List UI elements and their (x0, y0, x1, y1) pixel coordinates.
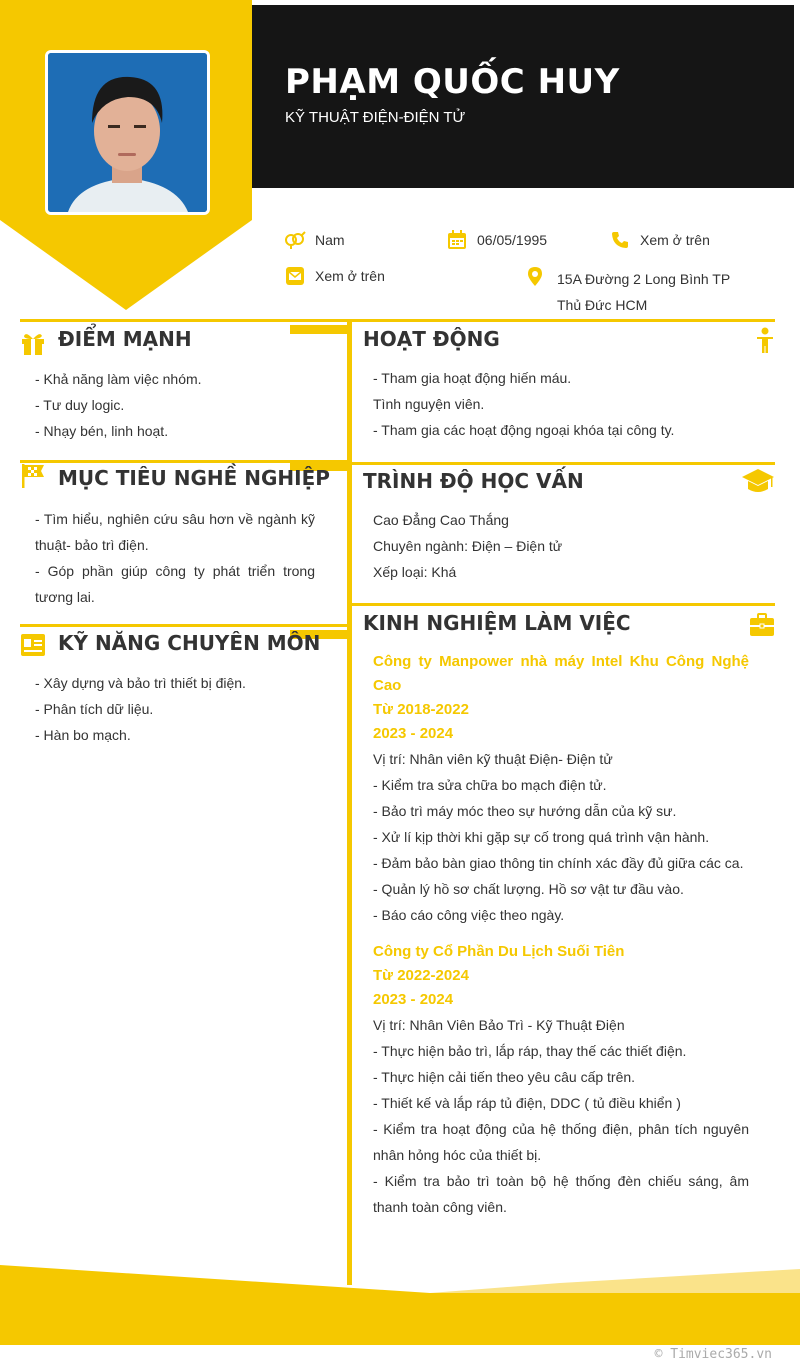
job-company: Công ty Cổ Phần Du Lịch Suối Tiên (373, 943, 625, 960)
phone-value: Xem ở trên (640, 232, 710, 248)
person-icon (752, 327, 778, 353)
list-item: - Xử lí kịp thời khi gặp sự cố trong quá trình vận hành. (373, 829, 710, 845)
right-divider-2 (352, 462, 775, 465)
list-item: Tình nguyện viên. (373, 396, 485, 412)
email-value: Xem ở trên (315, 268, 385, 284)
experience-title: KINH NGHIỆM LÀM VIỆC (363, 611, 631, 635)
list-item: - Xây dựng và bảo trì thiết bị điện. (35, 675, 246, 691)
experience-list (373, 650, 749, 1220)
email-icon (284, 266, 306, 286)
job-company: Công ty Manpower nhà máy Intel Khu Công Nghệ Cao (373, 653, 749, 694)
profile-photo (45, 50, 210, 215)
section-accent-bar (290, 325, 347, 334)
list-item: - Khả năng làm việc nhóm. (35, 371, 202, 387)
top-divider (20, 319, 775, 322)
list-item: - Quản lý hồ sơ chất lượng. Hồ sơ vật tư đầu vào. (373, 881, 684, 897)
list-item: - Tìm hiểu, nghiên cứu sâu hơn về ngành kỹ thuật- bảo trì điện. (35, 511, 315, 553)
list-item: - Góp phần giúp công ty phát triển trong tương lai. (35, 563, 315, 605)
list-item: - Tham gia các hoạt động ngoại khóa tại công ty. (373, 422, 675, 438)
header-chevron (0, 214, 252, 312)
address-line-2: Thủ Đức HCM (557, 297, 648, 313)
address-line-1: 15A Đường 2 Long Bình TP (557, 271, 731, 287)
candidate-name: PHẠM QUỐC HUY (285, 62, 620, 102)
briefcase-icon (749, 612, 775, 638)
job-years: 2023 - 2024 (373, 991, 454, 1008)
activities-title: HOẠT ĐỘNG (363, 327, 500, 351)
list-item: - Kiểm tra bảo trì toàn bộ hệ thống đèn chiếu sáng, âm thanh toàn công viên. (373, 1173, 749, 1215)
list-item: - Phân tích dữ liệu. (35, 701, 154, 717)
list-item: - Bảo trì máy móc theo sự hướng dẫn của kỹ sư. (373, 803, 677, 819)
contact-gender (284, 230, 345, 250)
calendar-icon (446, 230, 468, 250)
gift-icon (20, 329, 46, 355)
list-item: Chuyên ngành: Điện – Điện tử (373, 538, 563, 554)
list-item: - Nhạy bén, linh hoạt. (35, 423, 169, 439)
phone-icon (609, 230, 631, 250)
strengths-title: ĐIỂM MẠNH (58, 327, 192, 351)
list-item: - Hàn bo mạch. (35, 727, 131, 743)
gender-value: Nam (315, 232, 345, 248)
graduation-cap-icon (742, 467, 774, 495)
contact-birthday (446, 230, 547, 250)
list-item: - Đảm bảo bàn giao thông tin chính xác đầy đủ giữa các ca. (373, 855, 744, 871)
right-divider-3 (352, 603, 775, 606)
list-item: - Thực hiện cải tiến theo yêu câu cấp trên. (373, 1069, 636, 1085)
list-item: Vị trí: Nhân viên kỹ thuật Điện- Điện tử (373, 751, 613, 767)
watermark: © Timviec365.vn (654, 1347, 772, 1362)
column-divider-footer (347, 1265, 352, 1285)
contact-email (284, 266, 385, 286)
list-item: - Kiểm tra hoạt động của hệ thống điện, phân tích nguyên nhân hỏng hóc của thiết bị. (373, 1121, 749, 1163)
job-period: Từ 2018-2022 (373, 701, 469, 718)
left-divider-3 (20, 624, 347, 627)
list-item: Cao Đẳng Cao Thắng (373, 512, 509, 528)
list-item: - Báo cáo công việc theo ngày. (373, 907, 565, 923)
education-list (373, 507, 749, 585)
footer-band (0, 1265, 800, 1345)
contact-phone (609, 230, 710, 250)
contact-location (524, 266, 555, 286)
list-item: - Tư duy logic. (35, 397, 125, 413)
id-card-icon (20, 632, 46, 658)
job-years: 2023 - 2024 (373, 725, 454, 742)
skills-title: KỸ NĂNG CHUYÊN MÔN (58, 631, 321, 655)
address (557, 266, 757, 318)
list-item: - Tham gia hoạt động hiến máu. (373, 370, 572, 386)
goals-title: MỤC TIÊU NGHỀ NGHIỆP (58, 466, 330, 490)
gender-icon (284, 230, 306, 250)
job-entry (373, 650, 749, 928)
list-item: Vị trí: Nhân Viên Bảo Trì - Kỹ Thuật Điện (373, 1017, 625, 1033)
flag-icon (20, 463, 46, 489)
education-title: TRÌNH ĐỘ HỌC VẤN (363, 469, 584, 493)
goals-list (35, 506, 315, 610)
candidate-job-title: KỸ THUẬT ĐIỆN-ĐIỆN TỬ (285, 109, 466, 126)
activities-list (373, 365, 749, 443)
location-icon (524, 266, 546, 286)
list-item: - Thiết kế và lắp ráp tủ điện, DDC ( tủ điều khiển ) (373, 1095, 681, 1111)
skills-list (35, 670, 246, 748)
list-item: - Kiểm tra sửa chữa bo mạch điện tử. (373, 777, 607, 793)
strengths-list (35, 366, 202, 444)
list-item: - Thực hiện bảo trì, lắp ráp, thay thế các thiết điện. (373, 1043, 687, 1059)
list-item: Xếp loại: Khá (373, 564, 457, 580)
birthday-value: 06/05/1995 (477, 232, 548, 248)
job-period: Từ 2022-2024 (373, 967, 469, 984)
job-entry (373, 940, 749, 1220)
